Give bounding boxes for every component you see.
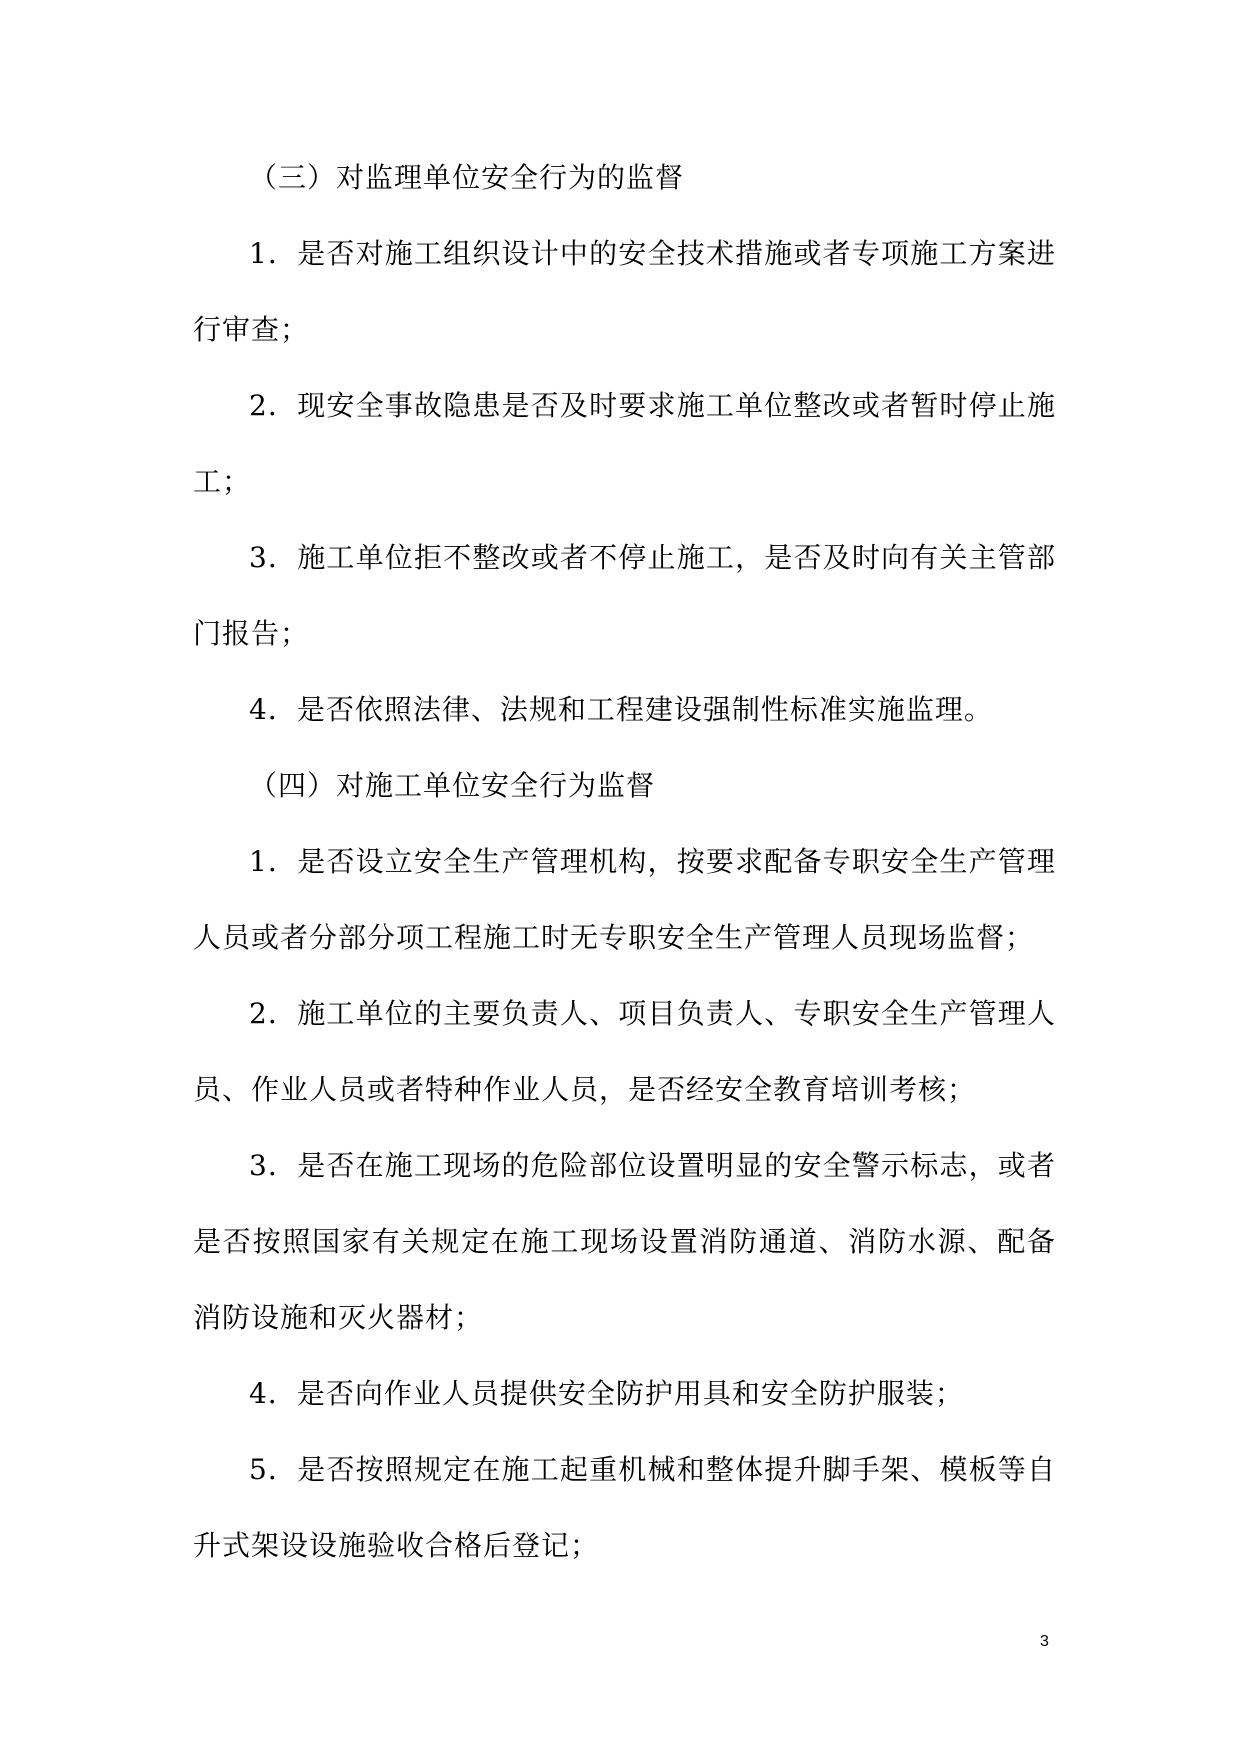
list-item: 1．是否对施工组织设计中的安全技术措施或者专项施工方案进行审查；	[193, 237, 1056, 346]
list-item: 1．是否设立安全生产管理机构，按要求配备专职安全生产管理人员或者分部分项工程施工时无专职安全生产管理人员现场监督；	[193, 845, 1056, 954]
list-item: 3．是否在施工现场的危险部位设置明显的安全警示标志，或者是否按照国家有关规定在施工现场设置消防通道、消防水源、配备消防设施和灭火器材；	[193, 1149, 1056, 1334]
list-item: 2．现安全事故隐患是否及时要求施工单位整改或者暂时停止施工；	[193, 389, 1056, 498]
list-item: 2．施工单位的主要负责人、项目负责人、专职安全生产管理人员、作业人员或者特种作业人员，是否经安全教育培训考核；	[193, 997, 1056, 1106]
document-body	[193, 140, 1056, 1584]
list-item: 4．是否依照法律、法规和工程建设强制性标准实施监理。	[249, 693, 993, 726]
list-item: 4．是否向作业人员提供安全防护用具和安全防护服装；	[249, 1377, 964, 1410]
page-number: 3	[1040, 1633, 1049, 1650]
list-item: 3．施工单位拒不整改或者不停止施工，是否及时向有关主管部门报告；	[193, 541, 1056, 650]
section-heading-supervision-unit: （三）对监理单位安全行为的监督	[249, 161, 685, 194]
list-item: 5．是否按照规定在施工起重机械和整体提升脚手架、模板等自升式架设设施验收合格后登记；	[193, 1453, 1056, 1562]
section-heading-construction-unit: （四）对施工单位安全行为监督	[249, 769, 656, 802]
